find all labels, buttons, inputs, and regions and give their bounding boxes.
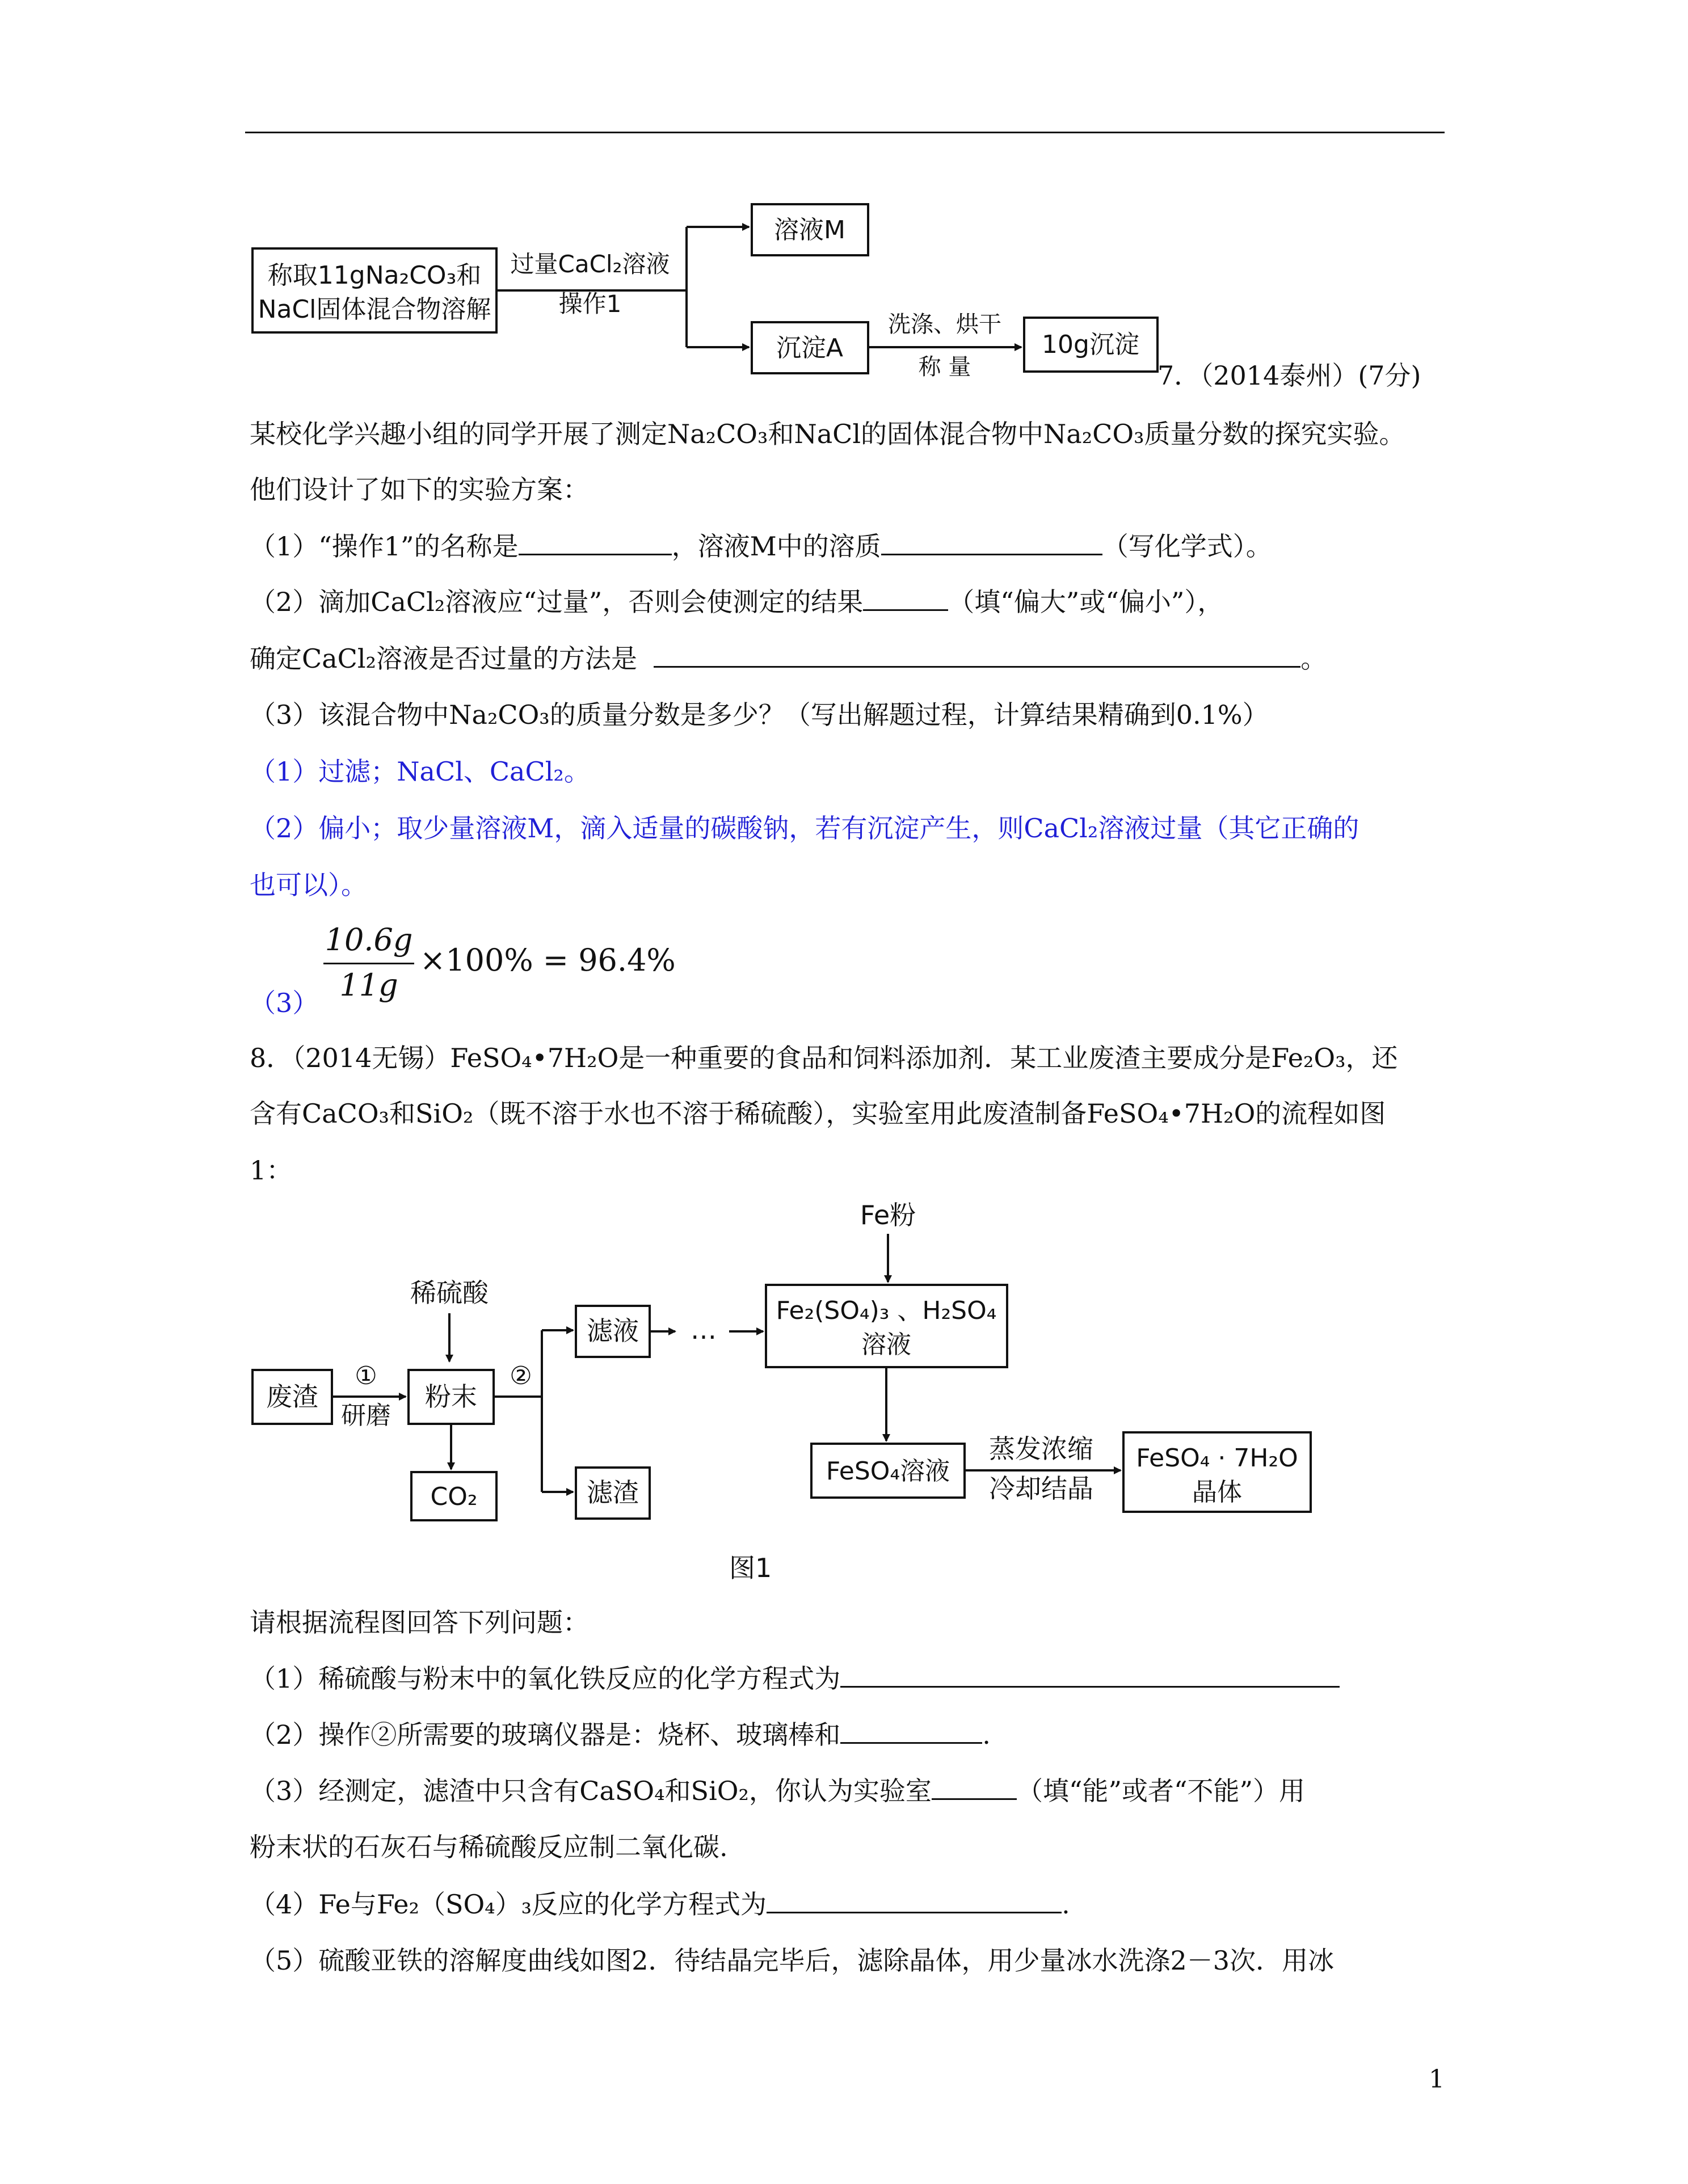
- q8-prompt: 请根据流程图回答下列问题：: [250, 1607, 589, 1638]
- co2-label: CO₂: [430, 1482, 478, 1511]
- feso4-solution-label: FeSO₄溶液: [826, 1457, 950, 1486]
- start-box-line2: NaCl固体混合物溶解: [258, 295, 491, 324]
- cool-label: 冷却结晶: [989, 1473, 1093, 1504]
- q8-part2-text-a: （2）操作②所需要的玻璃仪器是：烧杯、玻璃棒和: [250, 1719, 841, 1750]
- waste-label: 废渣: [266, 1381, 318, 1412]
- q7-answer1: （1）过滤；NaCl、CaCl₂。: [250, 756, 590, 787]
- weigh-label: 称 量: [918, 354, 971, 380]
- q8-part4: [250, 1887, 1070, 1921]
- formula-numerator: 10.6g: [325, 922, 413, 958]
- q7-part2-continued: [250, 641, 1327, 676]
- process-flow-diagram: [244, 1197, 1350, 1537]
- powder-label: 粉末: [425, 1381, 477, 1412]
- q8-part3-continued: 粉末状的石灰石与稀硫酸反应制二氧化碳.: [250, 1832, 728, 1862]
- filtrate-label: 滤液: [587, 1316, 639, 1346]
- dots-label: …: [691, 1314, 717, 1345]
- solution-m-label: 溶液M: [774, 216, 845, 244]
- q8-part4-text-a: （4）Fe与Fe₂（SO₄）₃反应的化学方程式为: [250, 1889, 767, 1920]
- step2-label: ②: [510, 1361, 532, 1390]
- page-number: 1: [1429, 2065, 1445, 2094]
- q7-intro-line2: 他们设计了如下的实验方案：: [250, 474, 589, 505]
- residue-label: 滤渣: [587, 1477, 639, 1508]
- grind-label: 研磨: [341, 1401, 391, 1430]
- answer-blank: [654, 641, 1300, 668]
- q7-part2: [250, 584, 1223, 619]
- experiment-flow-diagram: [244, 199, 1175, 391]
- step1-label: ①: [355, 1361, 377, 1390]
- q7-part1-text-a: （1）“操作1”的名称是: [250, 531, 519, 562]
- q8-intro-line3: 1：: [250, 1155, 293, 1186]
- result-label: 10g沉淀: [1042, 330, 1139, 359]
- answer-blank: [932, 1773, 1017, 1800]
- fraction-bar: [323, 963, 414, 964]
- fe2so4-line1: Fe₂(SO₄)₃ 、H₂SO₄: [776, 1296, 997, 1325]
- fe-powder-label: Fe粉: [860, 1200, 916, 1230]
- q7-answer2-line2: 也可以）。: [250, 870, 367, 900]
- answer-blank: [863, 584, 948, 611]
- figure-1-caption: 图1: [729, 1553, 772, 1583]
- header-rule: [245, 132, 1445, 133]
- q8-part5: （5）硫酸亚铁的溶解度曲线如图2．待结晶完毕后，滤除晶体，用少量冰水洗涤2－3次．用冰: [250, 1945, 1335, 1976]
- answer-blank: [767, 1887, 1062, 1913]
- q8-part2-text-b: .: [982, 1719, 991, 1750]
- q8-part1-text: （1）稀硫酸与粉末中的氧化铁反应的化学方程式为: [250, 1663, 841, 1694]
- q8-part3-text-a: （3）经测定，滤渣中只含有CaSO₄和SiO₂，你认为实验室: [250, 1776, 932, 1806]
- q7-intro-line1: 某校化学兴趣小组的同学开展了测定Na₂CO₃和NaCl的固体混合物中Na₂CO₃质量分数的探究实验。: [250, 419, 1405, 449]
- answer-blank: [519, 529, 672, 555]
- evaporate-label: 蒸发浓缩: [989, 1433, 1093, 1464]
- q7-part2-text-d: 。: [1300, 643, 1327, 674]
- precipitate-a-label: 沉淀A: [776, 334, 844, 362]
- wash-label: 洗涤、烘干: [888, 311, 1001, 338]
- q7-part1: [250, 529, 1272, 563]
- q8-part4-text-b: .: [1062, 1889, 1070, 1920]
- start-box-line1: 称取11gNa₂CO₃和: [267, 261, 482, 290]
- answer-blank: [840, 1661, 1340, 1688]
- fe2so4-line2: 溶液: [861, 1330, 911, 1359]
- answer-blank: [881, 529, 1102, 555]
- dilute-acid-label: 稀硫酸: [410, 1277, 489, 1308]
- q7-part1-text-c: （写化学式）。: [1102, 531, 1272, 562]
- operation-label: 操作1: [558, 290, 622, 318]
- answer-blank: [840, 1717, 982, 1744]
- q7-part2-text-a: （2）滴加CaCl₂溶液应“过量”，否则会使测定的结果: [250, 587, 864, 617]
- q8-intro-line2: 含有CaCO₃和SiO₂（既不溶于水也不溶于稀硫酸），实验室用此废渣制备FeSO₄•7H₂O的流程如图: [250, 1098, 1386, 1129]
- reagent-label: 过量CaCl₂溶液: [510, 250, 670, 278]
- q7-part2-text-b: （填“偏大”或“偏小”），: [948, 587, 1224, 617]
- q7-answer2-line1: （2）偏小；取少量溶液M，滴入适量的碳酸钠，若有沉淀产生，则CaCl₂溶液过量（其它正确的: [250, 813, 1359, 844]
- q7-part3: （3）该混合物中Na₂CO₃的质量分数是多少？（写出解题过程，计算结果精确到0.1%）: [250, 699, 1269, 730]
- product-line2: 晶体: [1192, 1478, 1242, 1507]
- q8-part1: [250, 1661, 1340, 1696]
- q8-part3-text-b: （填“能”或者“不能”）用: [1016, 1776, 1306, 1806]
- formula-denominator: 11g: [339, 967, 398, 1003]
- q7-answer3-label: （3）: [250, 988, 319, 1018]
- question-7-header: 7．（2014泰州）(7分): [1157, 360, 1421, 391]
- q8-part2: [250, 1717, 991, 1752]
- q7-part2-text-c: 确定CaCl₂溶液是否过量的方法是: [250, 643, 637, 674]
- formula-rest: ×100% = 96.4%: [420, 942, 676, 978]
- q7-part1-text-b: ，溶液M中的溶质: [671, 531, 881, 562]
- q8-part3: [250, 1773, 1305, 1808]
- product-line1: FeSO₄ · 7H₂O: [1136, 1444, 1298, 1473]
- q8-intro-line1: 8．（2014无锡）FeSO₄•7H₂O是一种重要的食品和饲料添加剂．某工业废渣主要成分是Fe₂O₃，还: [250, 1043, 1398, 1073]
